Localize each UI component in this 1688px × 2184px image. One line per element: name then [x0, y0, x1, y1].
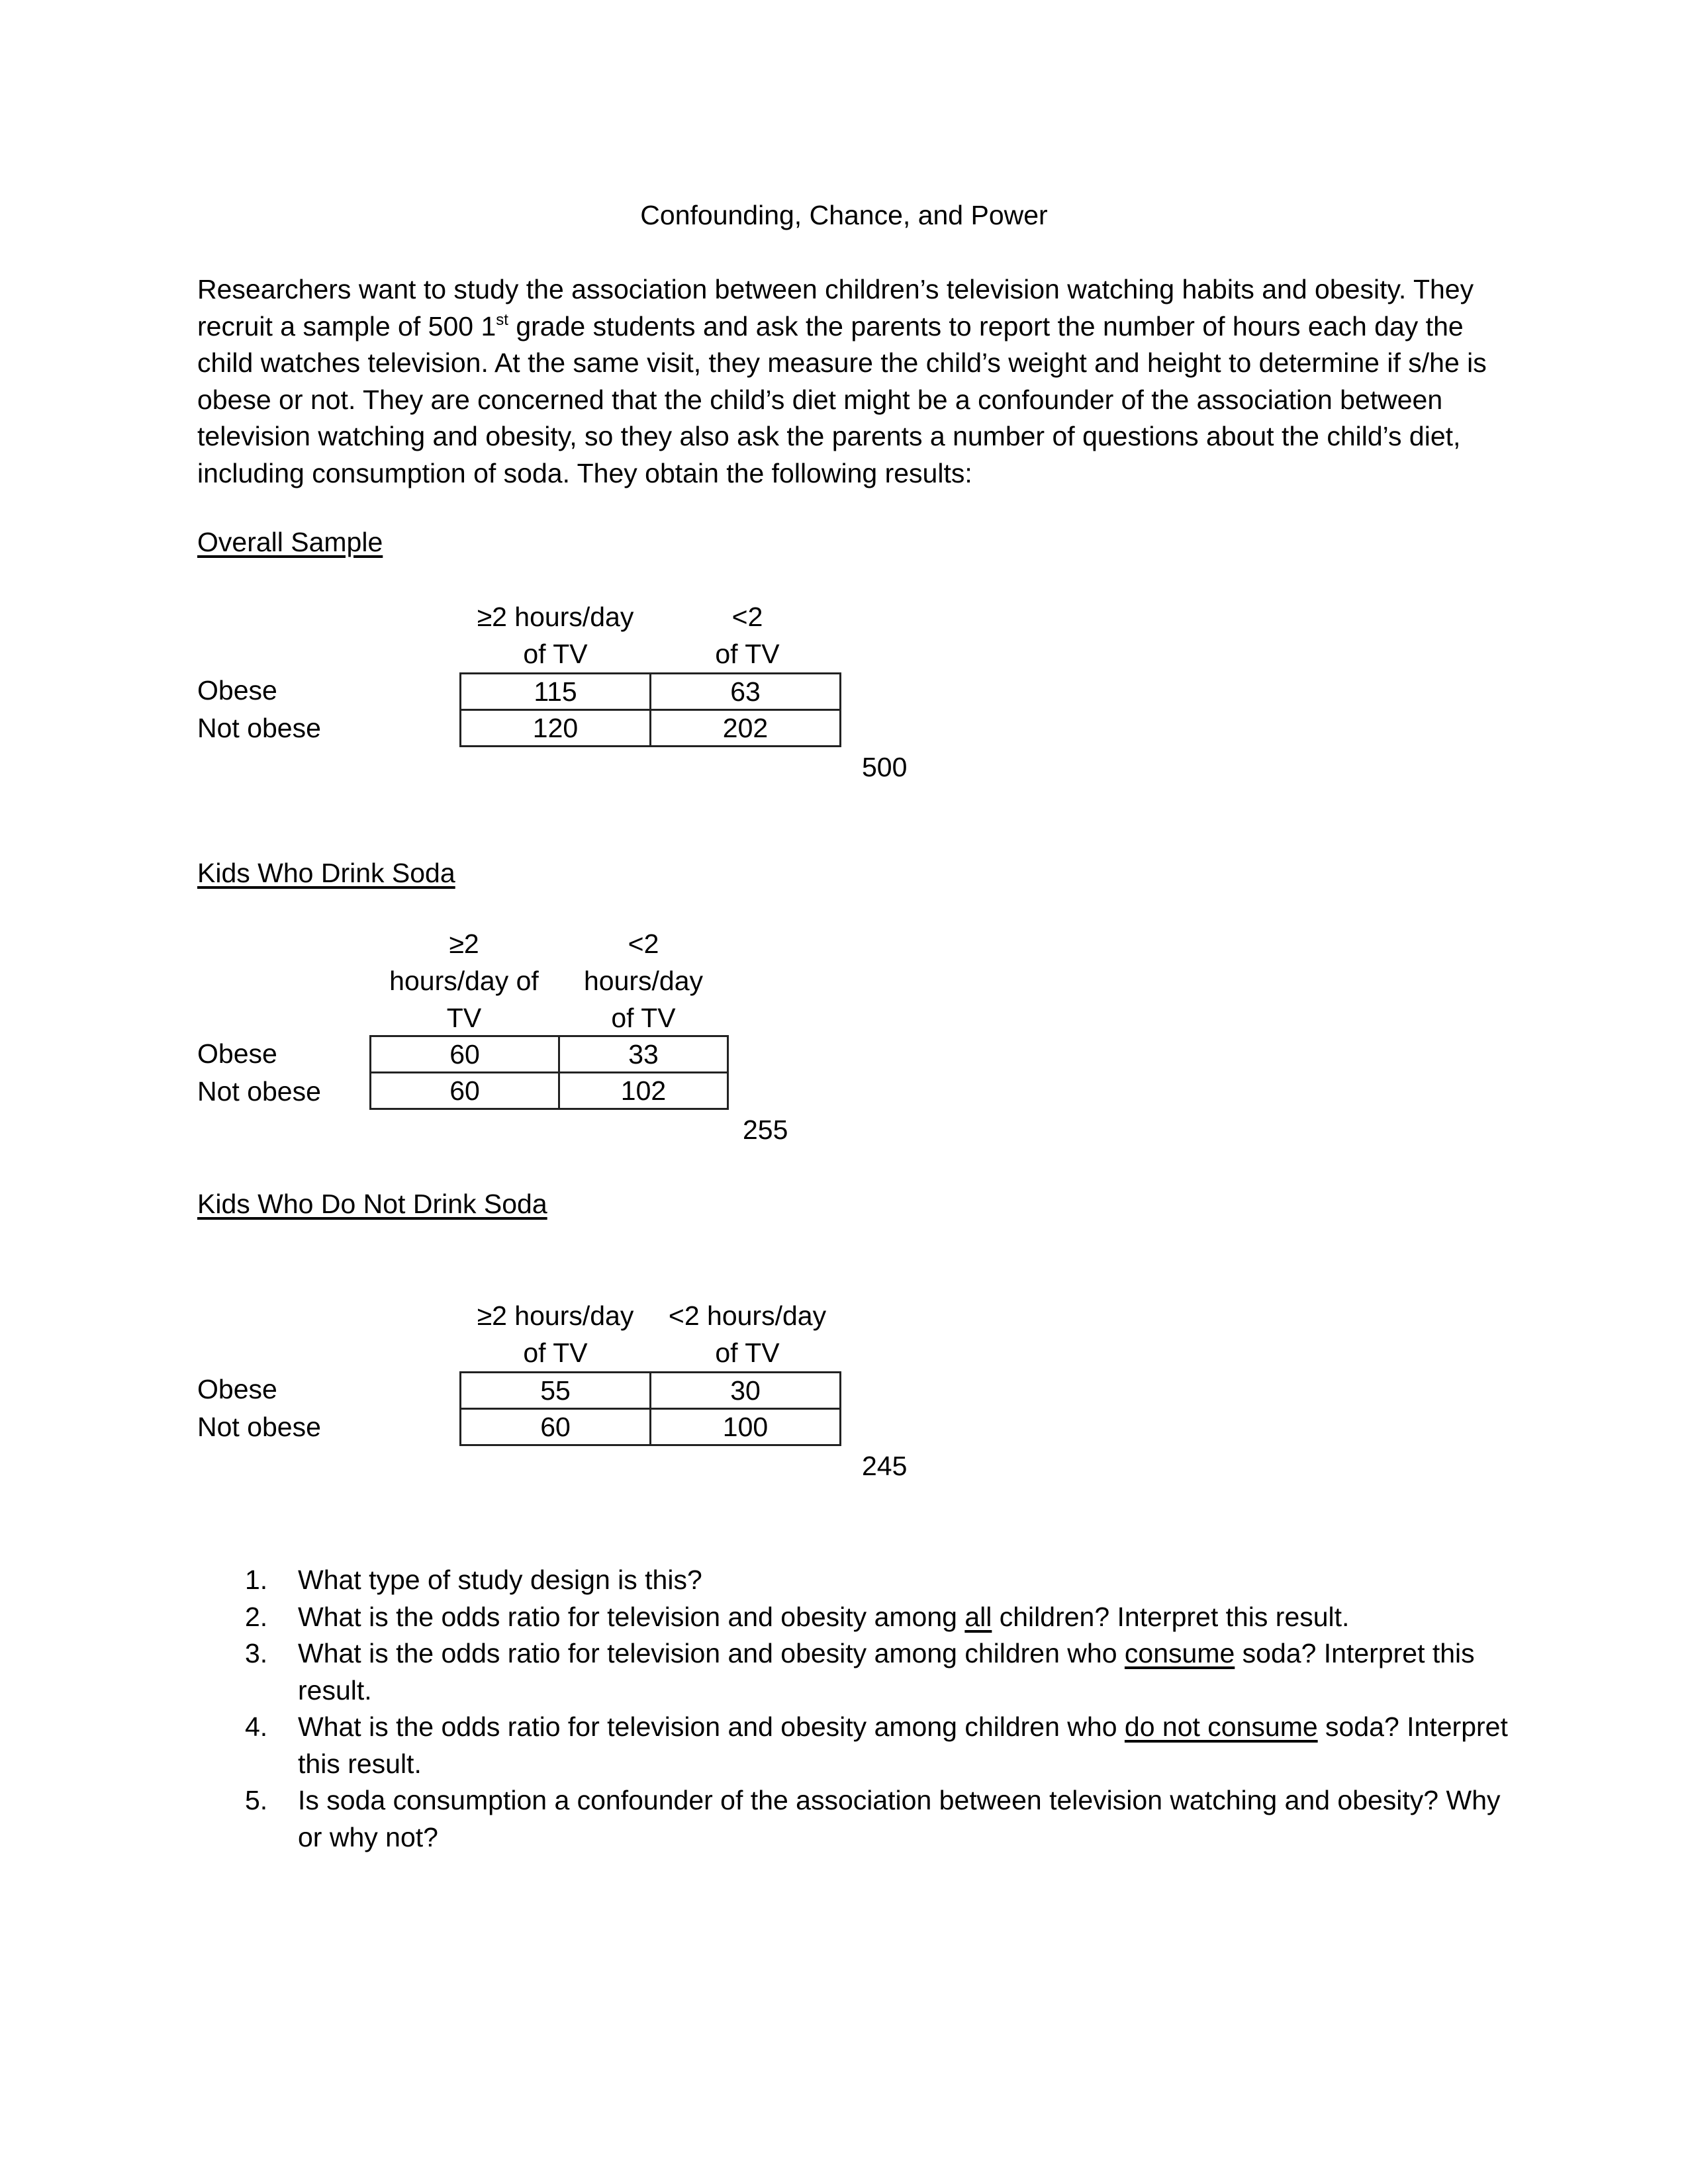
- row-label-not-obese: Not obese: [197, 1412, 321, 1442]
- row-label-not-obese: Not obese: [197, 1076, 321, 1107]
- question-list: [245, 1562, 1523, 1856]
- question-number: 2.: [245, 1601, 268, 1632]
- question-text-part: What is the odds ratio for television and obesity among children who: [298, 1638, 1125, 1668]
- table-cell: 33: [559, 1036, 728, 1073]
- contingency-table-soda: [369, 1035, 729, 1110]
- col-header-line: TV: [446, 1003, 482, 1033]
- table-cell: 115: [461, 674, 651, 710]
- table-row: [461, 674, 841, 710]
- col-header-line: ≥2 hours/day: [477, 1300, 634, 1331]
- question-number: 4.: [245, 1711, 268, 1742]
- col-header-line: ≥2 hours/day: [477, 602, 634, 632]
- section-heading-overall: Overall Sample: [197, 527, 383, 557]
- table-cell: 100: [651, 1409, 841, 1445]
- question-number: 3.: [245, 1638, 268, 1668]
- question-text-part: soda? Interpret this result.: [298, 1711, 1508, 1779]
- col-header-line: hours/day: [583, 966, 704, 996]
- intro-superscript: st: [496, 310, 508, 329]
- question-number: 5.: [245, 1785, 268, 1815]
- question-item: [245, 1709, 1523, 1782]
- question-item: [245, 1562, 1523, 1599]
- question-text: [298, 1599, 1523, 1636]
- question-text-part: Is soda consumption a confounder of the association between television watching and obesity? Why or why not?: [298, 1785, 1501, 1852]
- col-header-line: <2: [628, 929, 659, 959]
- question-text: [298, 1635, 1523, 1709]
- table-row: [371, 1073, 728, 1109]
- col-header-ge2: [459, 1297, 651, 1371]
- section-heading-soda: Kids Who Drink Soda: [197, 858, 455, 888]
- question-text-part: soda? Interpret this result.: [298, 1638, 1475, 1706]
- table-cell: 55: [461, 1373, 651, 1409]
- table-cell: 63: [651, 674, 841, 710]
- question-item: [245, 1635, 1523, 1709]
- row-label-not-obese: Not obese: [197, 713, 321, 743]
- question-text-part: What is the odds ratio for television and obesity among: [298, 1601, 965, 1632]
- table-total-no-soda: 245: [862, 1451, 908, 1481]
- col-header-ge2: [459, 598, 651, 672]
- col-header-lt2: [559, 925, 728, 1036]
- table-cell: 202: [651, 710, 841, 747]
- intro-text-1: Researchers want to study the association between children’s television watching habits and obesity. They recruit a sample of 500 1: [197, 274, 1474, 341]
- col-header-line: <2 hours/day: [668, 1300, 827, 1331]
- intro-text-2: grade students and ask the parents to report the number of hours each day the child watches television. At the same visit, they measure the child’s weight and height to determine if s/he is obese or not. They are concerned that the child’s diet might be a confounder of the association between television watching and obesity, so they also ask the parents a number of questions about the child’s diet, including consumption of soda. They obtain the following results:: [197, 310, 1487, 488]
- col-header-line: of TV: [523, 639, 588, 669]
- section-heading-no-soda: Kids Who Do Not Drink Soda: [197, 1189, 547, 1219]
- question-text-part: children? Interpret this result.: [992, 1601, 1350, 1632]
- question-text: [298, 1562, 1523, 1599]
- intro-paragraph: [197, 271, 1495, 492]
- col-header-line: of TV: [523, 1338, 588, 1368]
- question-text-part: What is the odds ratio for television and obesity among children who: [298, 1711, 1125, 1742]
- question-emphasis: consume: [1124, 1638, 1235, 1668]
- question-text: [298, 1709, 1523, 1782]
- col-header-line: ≥2: [449, 929, 479, 959]
- table-row: [461, 710, 841, 747]
- table-cell: 60: [371, 1073, 559, 1109]
- contingency-table-no-soda: [459, 1371, 841, 1446]
- table-total-overall: 500: [862, 752, 908, 782]
- contingency-table-overall: [459, 672, 841, 747]
- question-number: 1.: [245, 1565, 268, 1595]
- col-header-line: <2: [731, 602, 763, 632]
- question-text-part: What type of study design is this?: [298, 1565, 702, 1595]
- col-header-line: hours/day of: [389, 966, 539, 996]
- question-item: [245, 1782, 1523, 1856]
- table-cell: 60: [371, 1036, 559, 1073]
- col-header-line: of TV: [611, 1003, 676, 1033]
- page-title: Confounding, Chance, and Power: [640, 200, 1048, 230]
- table-cell: 102: [559, 1073, 728, 1109]
- row-label-obese: Obese: [197, 675, 277, 705]
- table-row: [461, 1373, 841, 1409]
- col-header-line: of TV: [715, 1338, 780, 1368]
- col-header-line: of TV: [715, 639, 780, 669]
- table-cell: 30: [651, 1373, 841, 1409]
- col-header-lt2: [651, 598, 843, 672]
- row-label-obese: Obese: [197, 1038, 277, 1069]
- table-cell: 60: [461, 1409, 651, 1445]
- table-row: [461, 1409, 841, 1445]
- question-emphasis: do not consume: [1124, 1711, 1318, 1742]
- row-label-obese: Obese: [197, 1374, 277, 1404]
- table-cell: 120: [461, 710, 651, 747]
- col-header-lt2: [651, 1297, 843, 1371]
- question-text: [298, 1782, 1523, 1856]
- col-header-ge2: [369, 925, 559, 1036]
- question-item: [245, 1599, 1523, 1636]
- question-emphasis: all: [964, 1601, 992, 1632]
- table-total-soda: 255: [743, 1115, 788, 1145]
- table-row: [371, 1036, 728, 1073]
